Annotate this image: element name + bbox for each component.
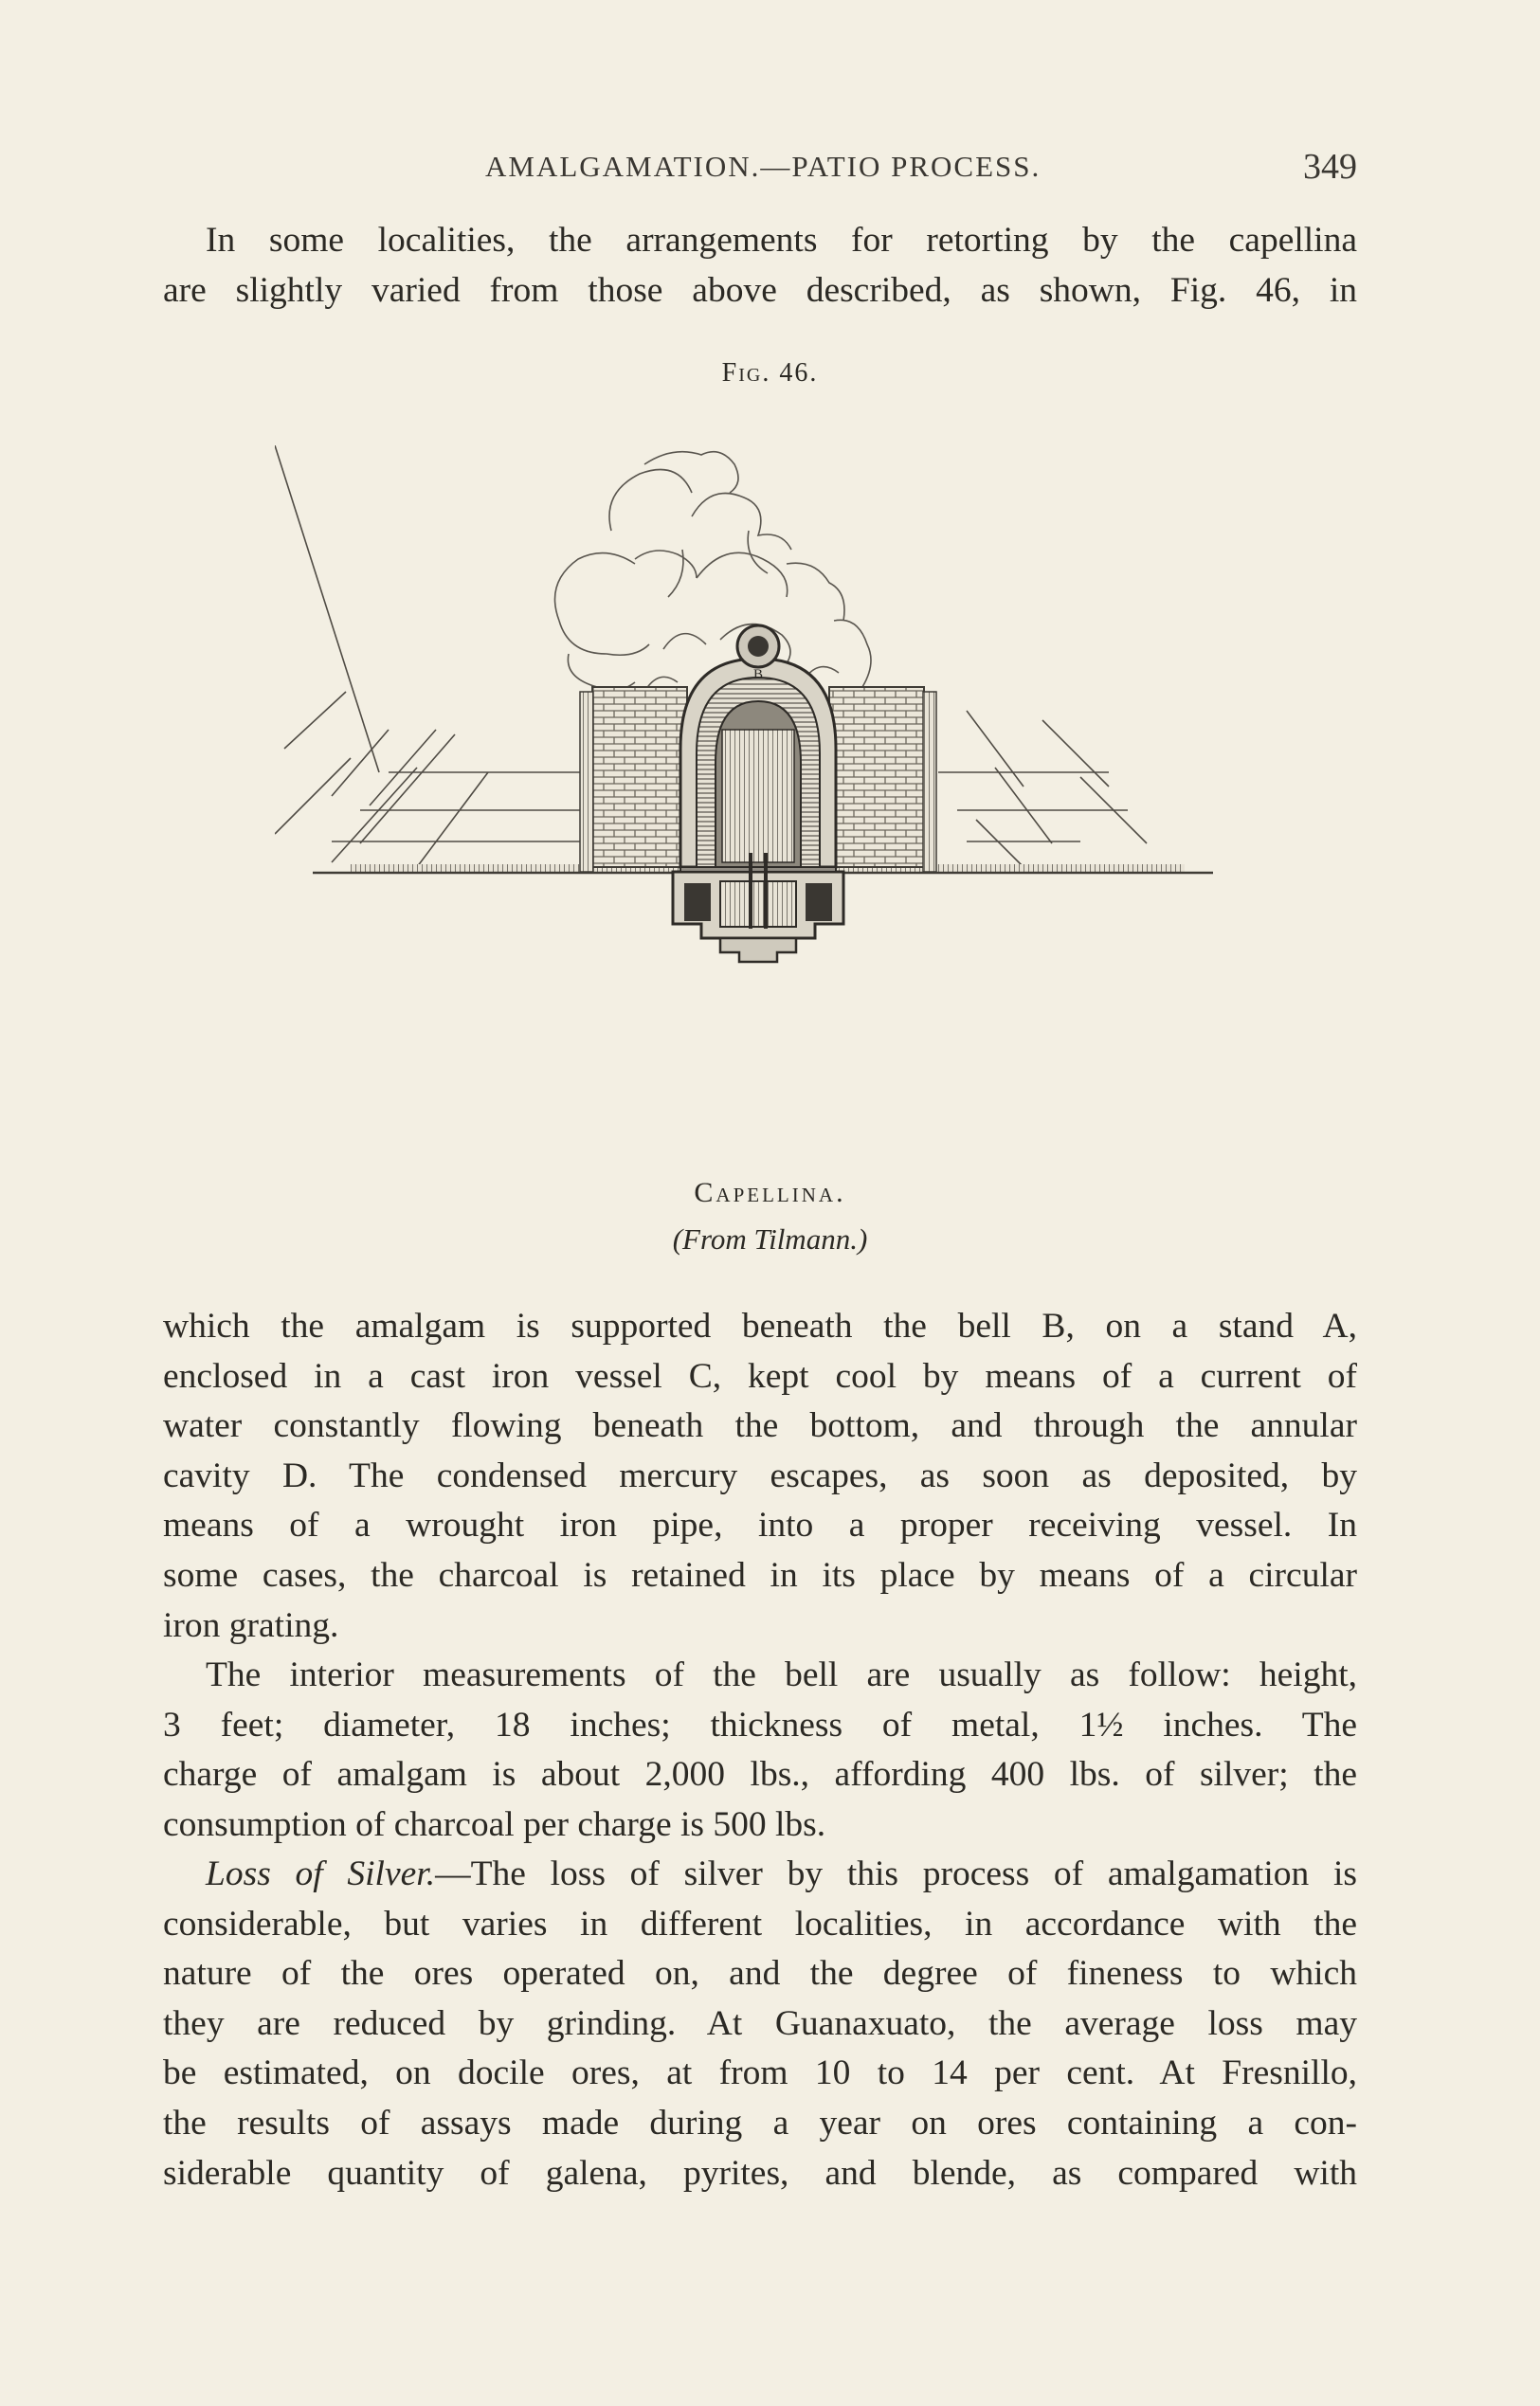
section-heading: Loss of Silver. — [206, 1854, 436, 1893]
text-line: cavity D. The condensed mercury escapes, as soon as deposited, by — [163, 1456, 1357, 1495]
text-line: In some localities, the arrangements for retorting by the capellina — [206, 221, 1357, 260]
paragraph-loss-of-silver — [163, 1850, 1357, 2198]
paragraph-capellina — [163, 1302, 1357, 1651]
text-line: enclosed in a cast iron vessel C, kept cool by means of a current of — [163, 1356, 1357, 1396]
running-head-title: AMALGAMATION.—PATIO PROCESS. — [485, 150, 1042, 183]
text-line: The interior measurements of the bell are usually as follow: height, — [206, 1655, 1357, 1694]
text-line: considerable, but varies in different localities, in accordance with the — [163, 1904, 1357, 1944]
paragraph-measurements — [163, 1651, 1357, 1850]
text-line: the results of assays made during a year on ores containing a con- — [163, 2103, 1357, 2143]
text-line: charge of amalgam is about 2,000 lbs., affording 400 lbs. of silver; the — [163, 1755, 1357, 1795]
text-line: which the amalgam is supported beneath the bell B, on a stand A, — [163, 1307, 1357, 1346]
text-line: iron grating. — [163, 1605, 339, 1645]
text-line: means of a wrought iron pipe, into a proper receiving vessel. In — [163, 1506, 1357, 1546]
smoke — [555, 452, 872, 692]
text-line — [163, 1850, 1357, 1900]
amalgam-stand — [722, 730, 794, 862]
figure-label: Fig. 46. — [721, 358, 819, 388]
mark-b: B — [752, 667, 764, 682]
outlet-pipe — [720, 938, 796, 962]
figure-caption: Capellina. — [694, 1177, 846, 1208]
text-line-rest: —The loss of silver by this process of amalgamation is — [435, 1854, 1357, 1893]
page-number: 349 — [1303, 147, 1357, 187]
text-line: consumption of charcoal per charge is 500 lbs. — [163, 1804, 826, 1844]
ground-lines-right — [938, 711, 1147, 867]
text-line: some cases, the charcoal is retained in its place by means of a circular — [163, 1555, 1357, 1595]
text-line: 3 feet; diameter, 18 inches; thickness of metal, 1½ inches. The — [163, 1705, 1357, 1745]
furnace-wall-left — [592, 687, 687, 867]
text-line: are slightly varied from those above described, as shown, Fig. 46, in — [163, 270, 1357, 310]
text-line: they are reduced by grinding. At Guanaxuato, the average loss may — [163, 2003, 1357, 2043]
paragraph-intro — [163, 216, 1357, 316]
text-line: be estimated, on docile ores, at from 10 to 14 per cent. At Fresnillo, — [163, 2053, 1357, 2093]
text-line: nature of the ores operated on, and the degree of fineness to which — [163, 1954, 1357, 1994]
figure-source: (From Tilmann.) — [672, 1222, 868, 1256]
ground-lines-left — [275, 445, 588, 867]
text-line: water constantly flowing beneath the bottom, and through the annular — [163, 1406, 1357, 1446]
capellina-illustration — [275, 445, 1241, 1166]
text-line: siderable quantity of galena, pyrites, and blende, as compared with — [163, 2153, 1357, 2193]
furnace-wall-right — [829, 687, 924, 867]
